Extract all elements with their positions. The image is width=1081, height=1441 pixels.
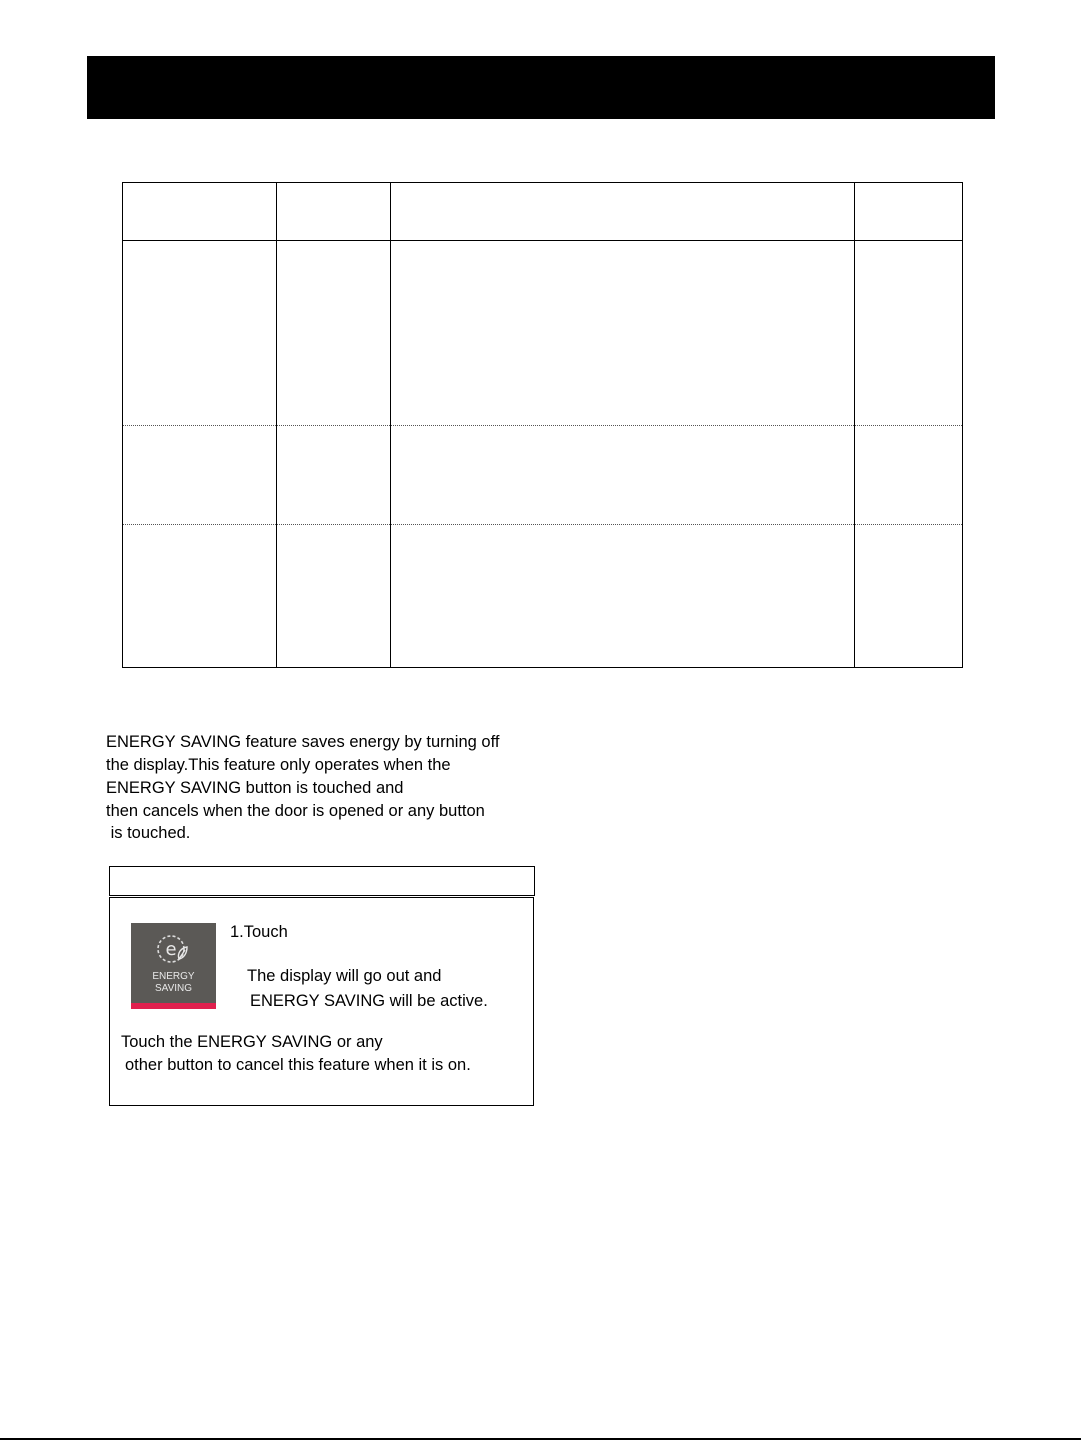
cancel-instruction: Touch the ENERGY SAVING or any bbox=[121, 1033, 383, 1051]
energy-saving-button-label: SAVING bbox=[154, 983, 193, 994]
intro-line: is touched. bbox=[106, 824, 191, 842]
energy-saving-accent-bar bbox=[131, 1003, 216, 1009]
table-row-divider bbox=[123, 524, 962, 525]
blank-table bbox=[122, 182, 963, 668]
step-1-detail: ENERGY SAVING will be active. bbox=[250, 992, 488, 1010]
instruction-box-header bbox=[109, 866, 535, 896]
table-row-divider bbox=[123, 425, 962, 426]
svg-text:e: e bbox=[165, 939, 177, 960]
intro-line: ENERGY SAVING feature saves energy by turning off bbox=[106, 733, 500, 751]
energy-saving-button[interactable] bbox=[131, 923, 216, 1009]
step-1-detail: The display will go out and bbox=[247, 967, 442, 985]
step-1-text: 1.Touch bbox=[230, 923, 288, 941]
intro-line: the display.This feature only operates when the bbox=[106, 756, 451, 774]
table-header-divider bbox=[123, 240, 962, 241]
header-bar bbox=[87, 56, 995, 119]
intro-line: then cancels when the door is opened or any button bbox=[106, 802, 485, 820]
energy-saving-button-label: ENERGY bbox=[152, 971, 195, 982]
instruction-box bbox=[109, 897, 534, 1106]
cancel-instruction: other button to cancel this feature when it is on. bbox=[125, 1056, 471, 1074]
intro-line: ENERGY SAVING button is touched and bbox=[106, 779, 404, 797]
page-bottom-rule bbox=[0, 1438, 1081, 1440]
energy-saving-leaf-icon bbox=[157, 931, 189, 965]
